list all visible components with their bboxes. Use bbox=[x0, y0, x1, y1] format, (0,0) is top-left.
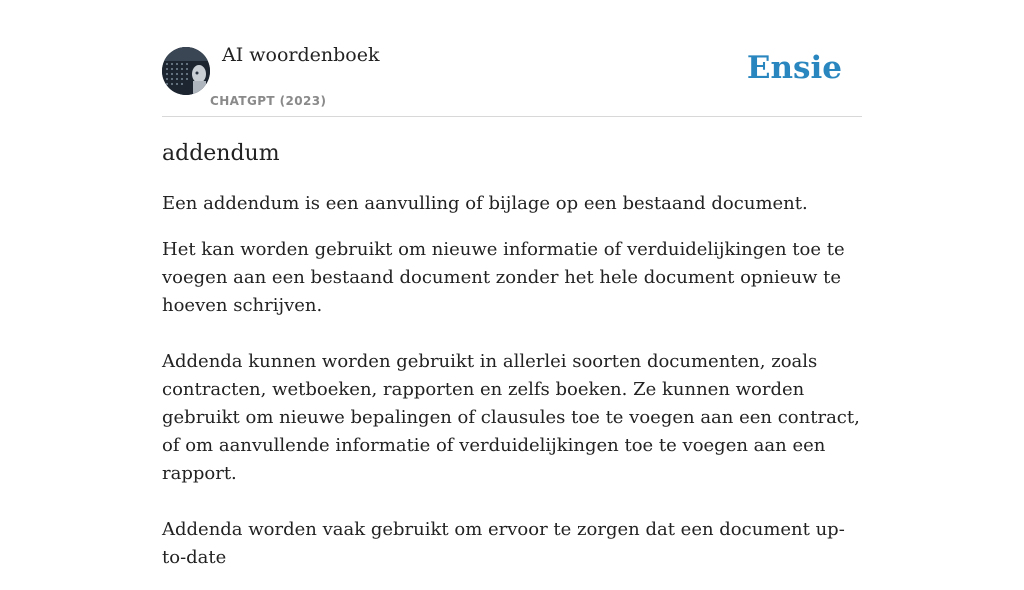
entry-paragraph: Het kan worden gebruikt om nieuwe informatie of verduidelijkingen toe te voegen aan een bestaand document zonder het hele document opnieuw te hoeven schrijven. bbox=[162, 239, 845, 316]
entry-content bbox=[162, 138, 862, 590]
entry-term: addendum bbox=[162, 141, 280, 166]
source-subtitle: CHATGPT (2023) bbox=[210, 94, 327, 108]
entry-paragraph: Addenda kunnen worden gebruikt in allerlei soorten documenten, zoals contracten, wetboeken, rapporten en zelfs boeken. Ze kunnen worden gebruikt om nieuwe bepalingen of clausules toe te voegen aan een contract, of om aanvullende informatie of verduidelijkingen toe te voegen aan een rapport. bbox=[162, 351, 860, 484]
entry-paragraph: Addenda worden vaak gebruikt om ervoor te zorgen dat een document up-to-date bbox=[162, 519, 845, 568]
source-name[interactable]: AI woordenboek bbox=[222, 44, 380, 66]
robot-portrait-icon bbox=[162, 47, 210, 95]
source-avatar[interactable] bbox=[162, 47, 210, 95]
entry-page bbox=[162, 0, 862, 568]
ensie-logo[interactable]: Ensie bbox=[746, 50, 842, 86]
entry-paragraph: Een addendum is een aanvulling of bijlage op een bestaand document. bbox=[162, 193, 808, 214]
entry-header bbox=[162, 0, 862, 117]
